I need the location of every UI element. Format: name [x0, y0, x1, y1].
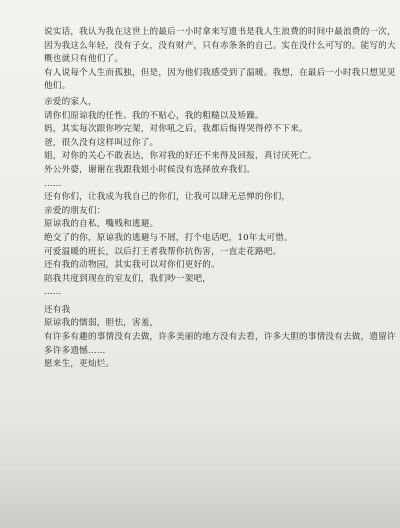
- letter-line: 愿来生，更灿烂。: [44, 359, 115, 370]
- letter-line: 外公外婆，谢谢在我跟我姐小时候没有选择放弃我们。: [44, 164, 256, 175]
- letter-line: 可爱温暖的班长，以后打王者我帮你抗伤害，一直走花路吧。: [44, 246, 282, 257]
- letter-line: 还有你们，让我成为我自己的你们，让我可以肆无忌惮的你们，: [44, 192, 291, 203]
- letter-line: 绝交了的你，原谅我的逃避与不屑，打个电话吧，10年太可惜。: [44, 232, 293, 243]
- letter-body: [44, 26, 396, 372]
- letter-line: 亲爱的朋友们：: [44, 205, 106, 216]
- letter-line: 爸，很久没有这样叫过你了。: [44, 137, 159, 148]
- letter-line: 请你们原谅我的任性、我的不贴心，我的粗糙以及矫躁。: [44, 110, 264, 121]
- ellipsis-line: ……: [44, 178, 62, 189]
- letter-line: 因为我这么年轻，没有子女，没有财产，只有赤条条的自己。实在没什么可写的。能写的大: [44, 40, 396, 51]
- letter-line: 他们。: [44, 81, 71, 92]
- letter-line: 多许多遗憾……: [44, 345, 106, 356]
- letter-line: 亲爱的家人，: [44, 96, 97, 107]
- letter-line: 原谅我的懦弱，胆怯，害羞，: [44, 318, 159, 329]
- letter-line: 有人说每个人生而孤独，但是，因为他们我感受到了温暖。我想，在最后一小时我只想见见: [44, 67, 396, 78]
- ellipsis-line: ……: [44, 287, 62, 298]
- letter-line: 原谅我的自私，嘴贱和逃避。: [44, 219, 159, 230]
- paper-shadow: [0, 418, 400, 528]
- letter-line: 姐，对你的关心不敢表达，你对我的好还不来得及回报，真讨厌死亡。: [44, 151, 317, 162]
- letter-line: 有许多有趣的事情没有去做，许多美丽的地方没有去看，许多大胆的事情没有去做，遗留许: [44, 332, 396, 343]
- letter-line: 还有我的动物园，其实我可以对你们更好的。: [44, 260, 220, 271]
- letter-line: 陪我共度到现在的室友们，我们吵一架吧，: [44, 273, 212, 284]
- letter-line: 妈，其实每次跟你吵完架，对你吼之后，我都后悔得哭得停不下来。: [44, 124, 308, 135]
- letter-line: 概也就只有他们了。: [44, 54, 124, 65]
- letter-line: 说实话，我认为我在这世上的最后一小时拿来写遗书是我人生浪费的时间中最浪费的一次，: [44, 27, 396, 37]
- letter-line: 还有我: [44, 304, 71, 315]
